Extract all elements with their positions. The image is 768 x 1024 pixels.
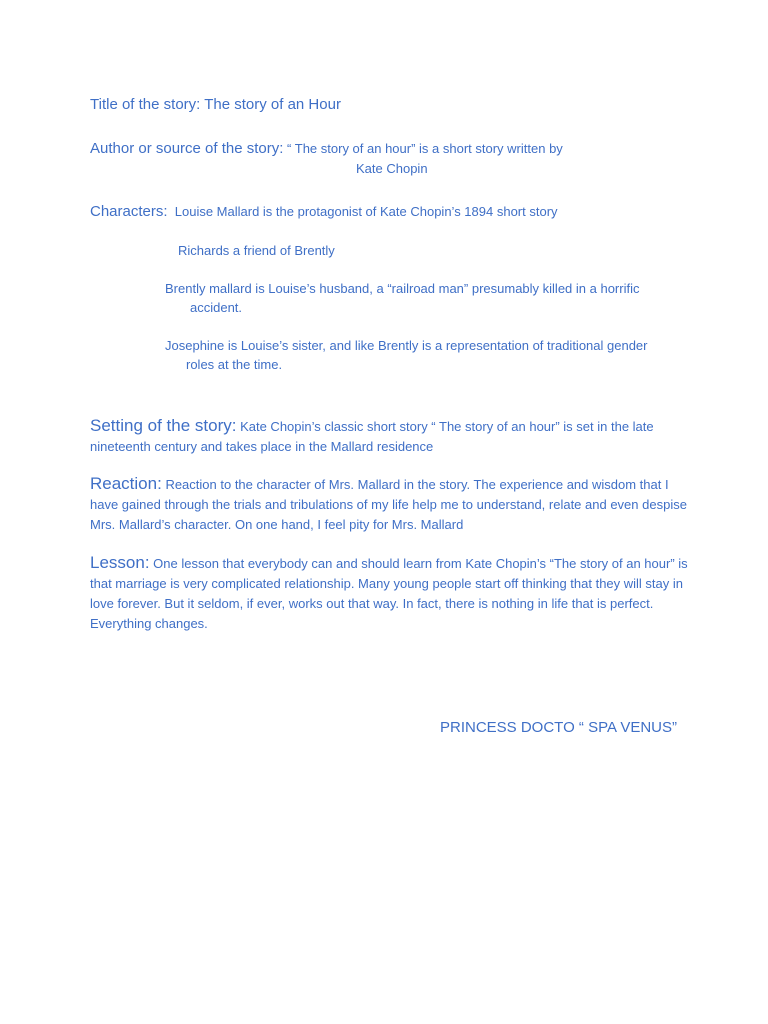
characters-protagonist: Louise Mallard is the protagonist of Kate Chopin’s 1894 short story [174, 204, 558, 219]
lesson-text: One lesson that everybody can and should learn from Kate Chopin’s “The story of an hour” is that marriage is very complicated relationship. Many young people start off thinking that they will stay in love forever. But it seldom, if ever, works out that way. In fact, there is nothing in life that is perfect. Everything changes. [90, 556, 688, 631]
story-title-line: Title of the story: The story of an Hour [90, 96, 341, 113]
characters-brently-line1: Brently mallard is Louise’s husband, a “railroad man” presumably killed in a horrific [165, 281, 640, 296]
lesson-paragraph [90, 553, 690, 634]
characters-line [90, 202, 558, 222]
lesson-label: Lesson: [90, 553, 150, 572]
reaction-paragraph [90, 474, 690, 535]
author-text: “ The story of an hour” is a short story written by [283, 141, 563, 156]
author-label: Author or source of the story: [90, 140, 284, 157]
author-name: Kate Chopin [356, 161, 428, 176]
characters-brently-line2: accident. [190, 300, 243, 315]
author-line [90, 139, 563, 159]
characters-richards: Richards a friend of Brently [178, 243, 335, 258]
characters-josephine-line2: roles at the time. [186, 357, 283, 372]
characters-josephine-line1: Josephine is Louise’s sister, and like Brently is a representation of traditional gender [165, 338, 648, 353]
reaction-text: Reaction to the character of Mrs. Mallard in the story. The experience and wisdom that I have gained through the trials and tribulations of my life help me to understand, relate and even despise Mrs. Mallard’s character. On one hand, I feel pity for Mrs. Mallard [90, 477, 687, 532]
characters-label: Characters: [90, 203, 168, 220]
setting-label: Setting of the story: [90, 416, 237, 435]
reaction-label: Reaction: [90, 474, 162, 493]
signature: PRINCESS DOCTO “ SPA VENUS” [440, 719, 677, 736]
setting-paragraph [90, 416, 690, 457]
setting-text: Kate Chopin’s classic short story “ The story of an hour” is set in the late nineteenth century and takes place in the Mallard residence [90, 419, 654, 454]
